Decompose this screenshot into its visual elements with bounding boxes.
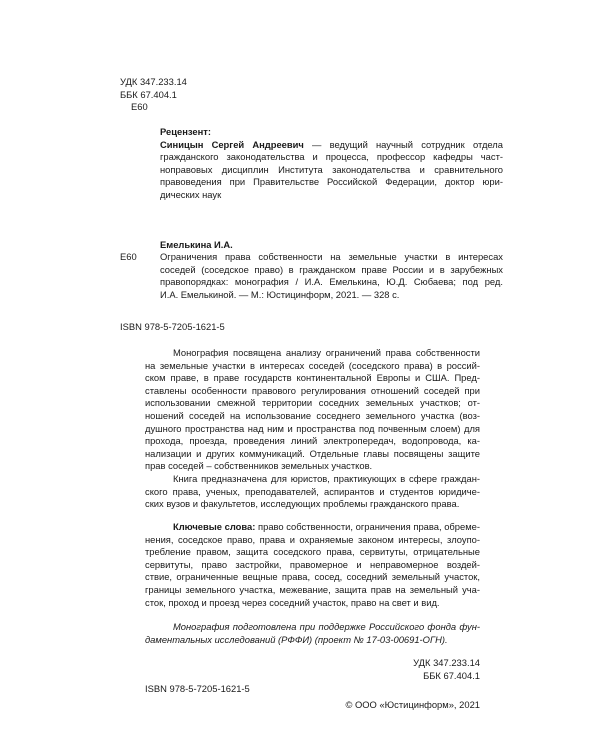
abstract-line: душного пространства над ним и пространства под почвенным слоем) для <box>145 422 480 434</box>
abstract-line: ских вузов и факультетов, исследующих проблемы гражданского права. <box>145 498 460 510</box>
abstract-line: нализации и других коммуникаций. Отдельные главы посвящены защите <box>145 447 480 459</box>
abstract-line: Монография посвящена анализу ограничений права собственности <box>173 347 480 358</box>
reviewer-block <box>160 126 503 202</box>
reviewer-line: Синицын Сергей Андреевич — ведущий научный сотрудник отдела <box>160 138 503 150</box>
bib-line: И.А. Емелькиной. — М.: Юстицинформ, 2021. — 328 с. <box>160 288 400 300</box>
abstract-line: прохода, проезда, проведения линий электропередач, водопровода, ка- <box>145 435 480 447</box>
copyright: © ООО «Юстицинформ», 2021 <box>345 699 480 710</box>
bib-line: соседей (соседское право) в гражданском праве России и в зарубежных <box>160 263 503 275</box>
abstract-line: прав соседей – собственников земельных участков. <box>145 460 373 472</box>
abstract-block <box>145 347 480 511</box>
abstract-line: ского права, ученых, преподавателей, аспирантов и студентов юридиче- <box>145 485 480 497</box>
abstract-line: на земельные участки в интересах соседей (соседского права) в россий- <box>145 359 480 371</box>
reviewer-heading: Рецензент: <box>160 126 211 137</box>
grant-line: даментальных исследований (РФФИ) (проект № 17-03-00691-ОГН). <box>145 633 448 645</box>
grant-note <box>145 621 480 646</box>
bib-line: правопорядках: монография / И.А. Емелькина, Ю.Д. Сюбаева; под ред. <box>160 276 503 288</box>
bib-author: Емелькина И.А. <box>160 239 233 250</box>
keywords-line: сток, проход и проезд через соседний участок, право на свет и вид. <box>145 596 440 608</box>
bib-isbn: ISBN 978-5-7205-1621-5 <box>120 321 225 332</box>
keywords-line: требление правом, защита соседского права, сервитуты, отрицательные <box>145 546 480 558</box>
keywords-line: сервитуты, право застройки, правомерное и неправомерное воздей- <box>145 558 480 570</box>
keywords-block <box>145 521 480 609</box>
footer-bbk: ББК 67.404.1 <box>423 669 480 681</box>
bbk-code: ББК 67.404.1 <box>120 88 177 100</box>
abstract-line: ском праве, в праве государств континентальной Европы и США. Пред- <box>145 372 480 384</box>
udk-code: УДК 347.233.14 <box>120 76 187 87</box>
bib-description <box>160 251 503 301</box>
keywords-line: Ключевые слова: право собственности, ограничения права, обреме- <box>173 521 481 532</box>
bib-code: Е60 <box>120 251 137 262</box>
abstract-line: Книга предназначена для юристов, практикующих в сфере граждан- <box>173 472 480 484</box>
abstract-line: ношений соседей на использование соседнего земельного участка (воз- <box>145 409 480 421</box>
footer-isbn: ISBN 978-5-7205-1621-5 <box>145 683 250 694</box>
keywords-line: нения, соседское право, права и охраняемые законом интересы, злоупо- <box>145 533 480 545</box>
keywords-label: Ключевые слова: <box>173 521 256 532</box>
reviewer-line: гражданского законодательства и процесса, профессор кафедры част- <box>160 151 503 163</box>
abstract-line: ставлены особенности правового регулирования отношений соседей при <box>145 384 480 396</box>
abstract-line: использовании смежной территории соседних земельных участков; от- <box>145 397 480 409</box>
reviewer-name: Синицын Сергей Андреевич <box>160 138 304 150</box>
keywords-line: ствие, ограниченные вещные права, сосед, соседний земельный участок, <box>145 571 480 583</box>
reviewer-line: ноправовых дисциплин Института законодательства и сравнительного <box>160 163 503 175</box>
footer-udk: УДК 347.233.14 <box>413 657 480 668</box>
classification-block <box>120 76 187 114</box>
keywords-line: границы земельного участка, межевание, защита прав на земельный уча- <box>145 583 480 595</box>
bib-line: Ограничения права собственности на земельные участки в интересах <box>160 251 503 262</box>
footer-codes <box>300 657 480 682</box>
reviewer-line: правоведения при Правительстве Российской Федерации, доктор юри- <box>160 176 503 188</box>
author-code: Е60 <box>131 101 148 113</box>
grant-line: Монография подготовлена при поддержке Российского фонда фун- <box>173 621 480 632</box>
reviewer-line: дических наук <box>160 188 222 200</box>
